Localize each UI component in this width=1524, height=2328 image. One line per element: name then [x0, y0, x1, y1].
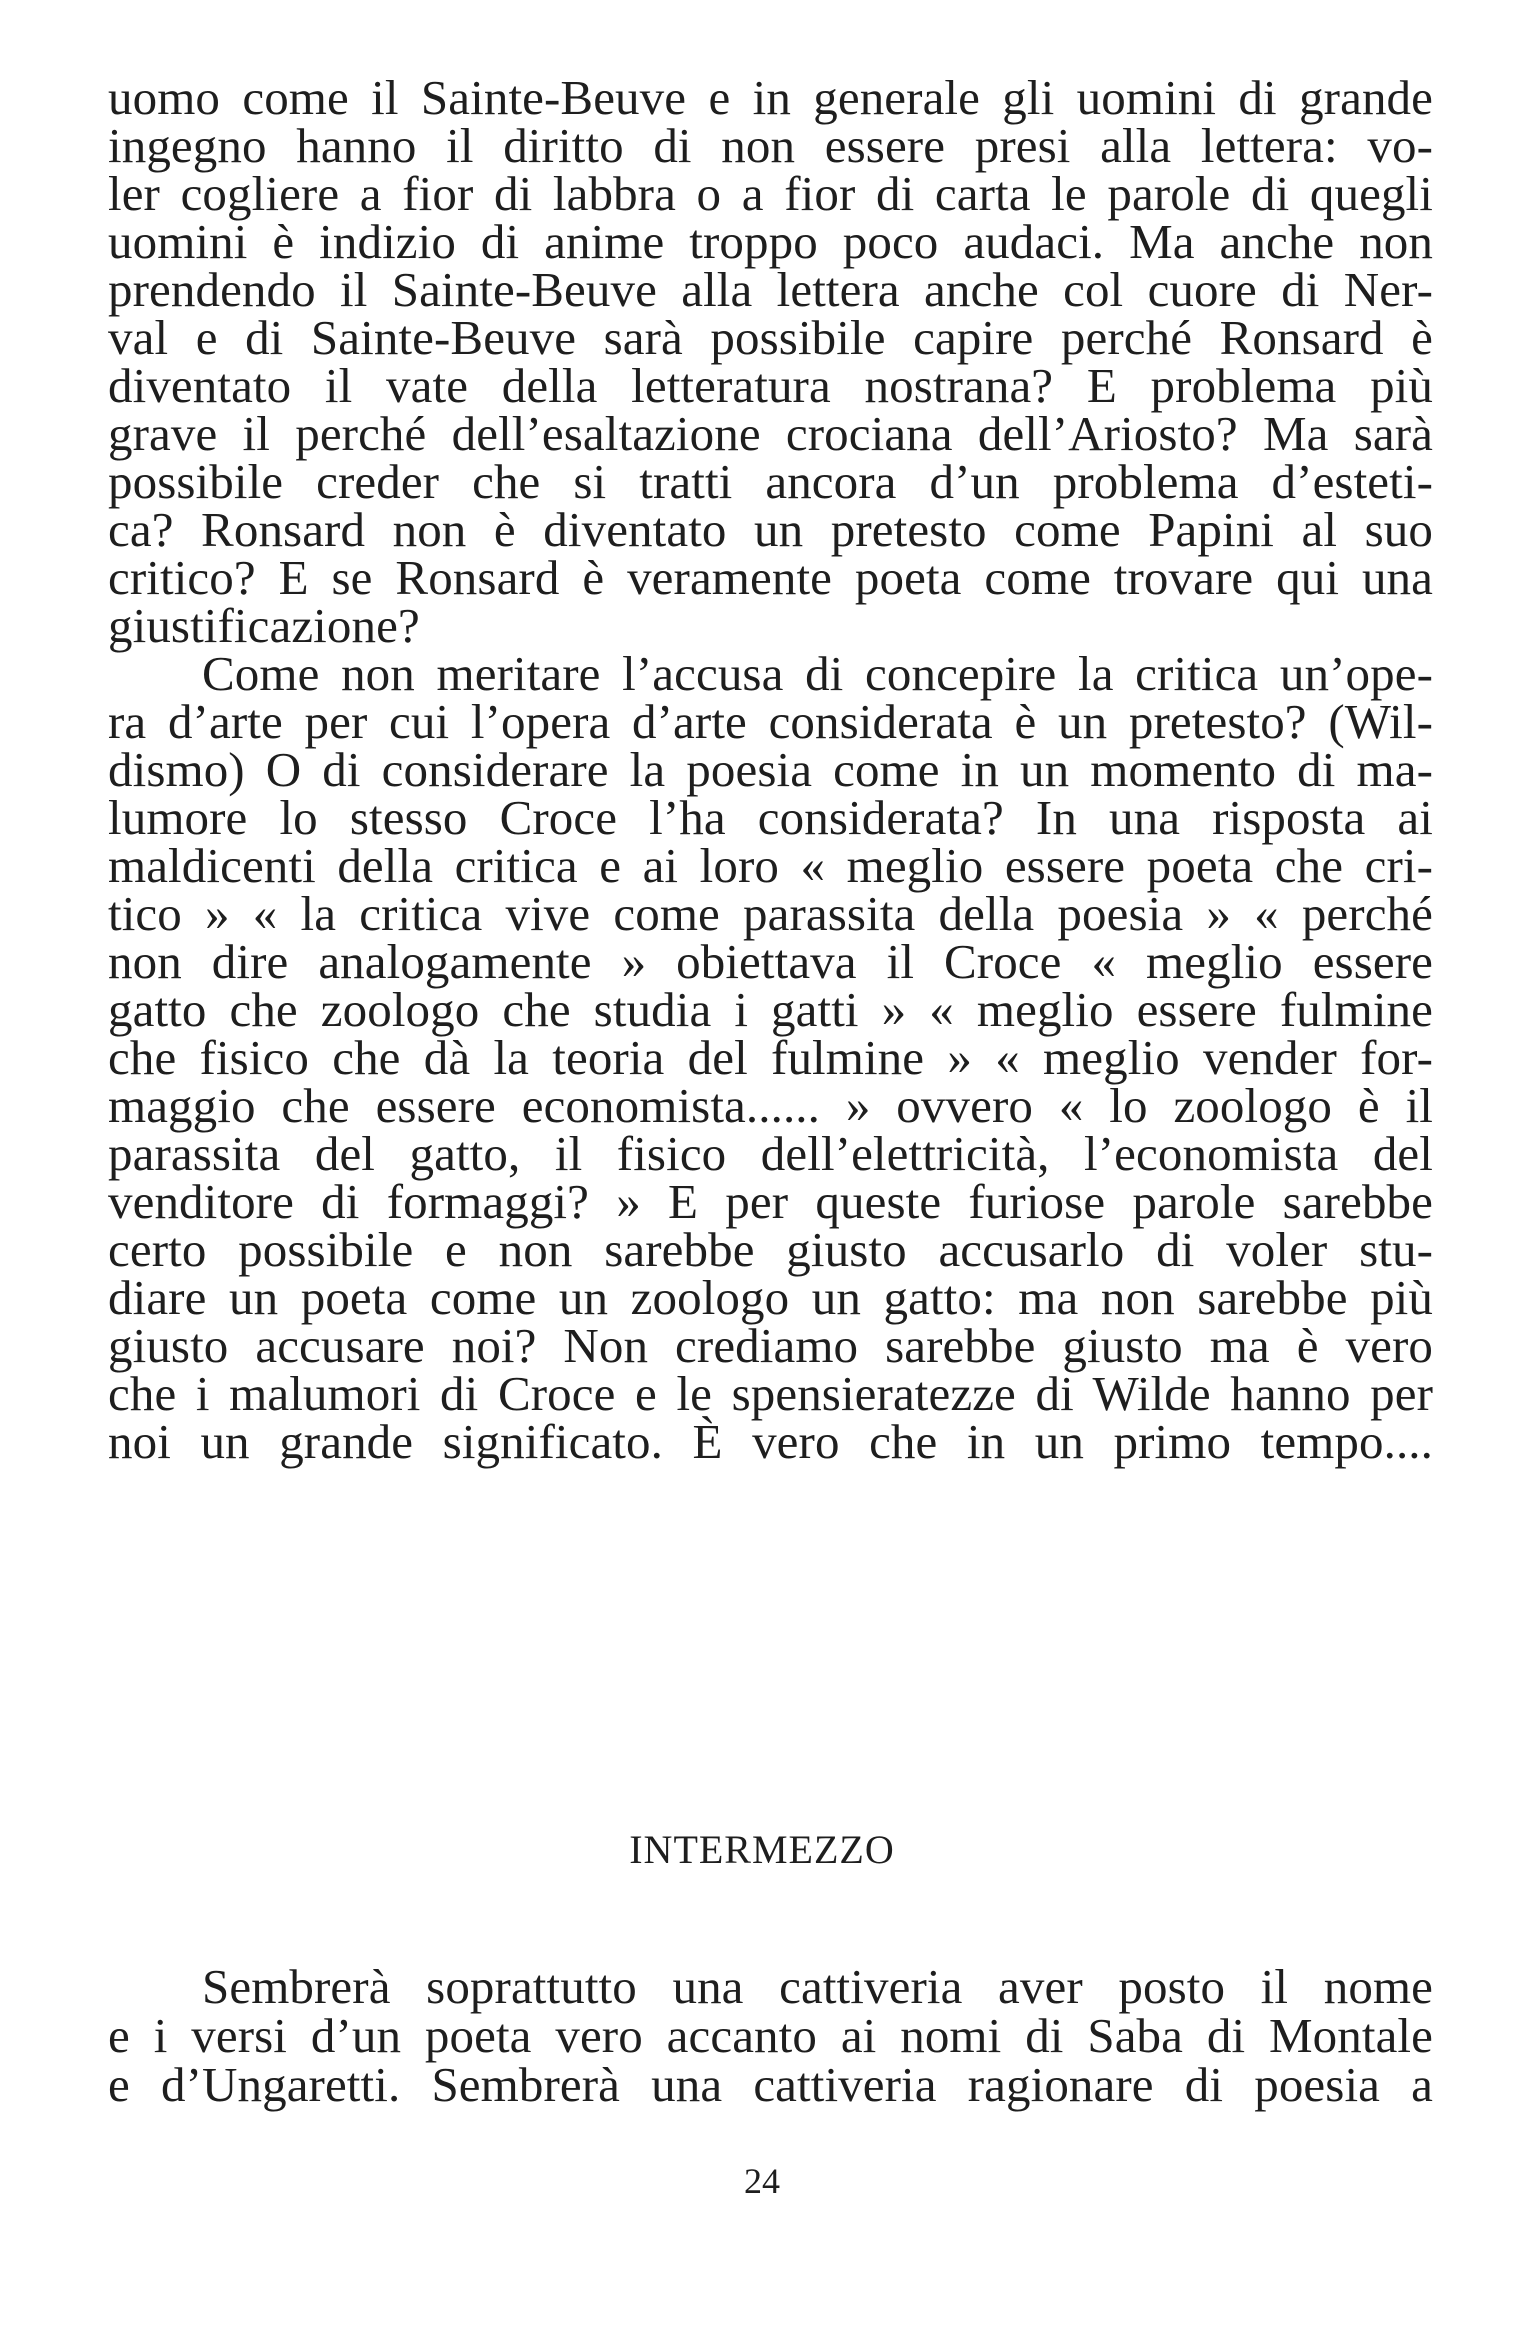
text-line: ca? Ronsard non è diventato un pretesto come Papini al suo [108, 502, 1433, 557]
text-line: ra d’arte per cui l’opera d’arte considerata è un pretesto? (Wil- [108, 694, 1433, 749]
text-line: ingegno hanno il diritto di non essere presi alla lettera: vo- [108, 118, 1433, 173]
text-line: certo possibile e non sarebbe giusto accusarlo di voler stu- [108, 1222, 1433, 1277]
text-line: lumore lo stesso Croce l’ha considerata? In una risposta ai [108, 790, 1433, 845]
text-line: che i malumori di Croce e le spensieratezze di Wilde hanno per [108, 1366, 1433, 1421]
text-line: tico » « la critica vive come parassita della poesia » « perché [108, 886, 1433, 941]
text-line: giusto accusare noi? Non crediamo sarebbe giusto ma è vero [108, 1318, 1433, 1373]
text-line: Sembrerà soprattutto una cattiveria aver posto il nome [202, 1959, 1433, 2014]
text-line: uomini è indizio di anime troppo poco audaci. Ma anche non [108, 214, 1433, 269]
text-line: noi un grande significato. È vero che in un primo tempo.... [108, 1414, 1433, 1469]
section-heading: INTERMEZZO [629, 1827, 895, 1872]
text-line: diare un poeta come un zoologo un gatto: ma non sarebbe più [108, 1270, 1433, 1325]
text-line: dismo) O di considerare la poesia come in un momento di ma- [108, 742, 1433, 797]
text-line: e d’Ungaretti. Sembrerà una cattiveria ragionare di poesia a [108, 2057, 1433, 2112]
text-line: ler cogliere a fior di labbra o a fior di carta le parole di quegli [108, 166, 1433, 221]
text-line: non dire analogamente » obiettava il Croce « meglio essere [108, 934, 1433, 989]
text-line: gatto che zoologo che studia i gatti » « meglio essere fulmine [108, 982, 1433, 1037]
text-line: che fisico che dà la teoria del fulmine » « meglio vender for- [108, 1030, 1433, 1085]
text-line: e i versi d’un poeta vero accanto ai nomi di Saba di Montale [108, 2008, 1433, 2063]
text-line: uomo come il Sainte-Beuve e in generale gli uomini di grande [108, 70, 1433, 125]
text-line: diventato il vate della letteratura nostrana? E problema più [108, 358, 1433, 413]
text-line: maldicenti della critica e ai loro « meglio essere poeta che cri- [108, 838, 1433, 893]
text-line: val e di Sainte-Beuve sarà possibile capire perché Ronsard è [108, 310, 1433, 365]
text-line: parassita del gatto, il fisico dell’elettricità, l’economista del [108, 1126, 1433, 1181]
text-line: venditore di formaggi? » E per queste furiose parole sarebbe [108, 1174, 1433, 1229]
text-line: giustificazione? [108, 598, 420, 653]
page-number: 24 [744, 2161, 780, 2201]
text-line: grave il perché dell’esaltazione crociana dell’Ariosto? Ma sarà [108, 406, 1433, 461]
text-line: prendendo il Sainte-Beuve alla lettera anche col cuore di Ner- [108, 262, 1433, 317]
text-line: possibile creder che si tratti ancora d’un problema d’esteti- [108, 454, 1433, 509]
text-line: critico? E se Ronsard è veramente poeta come trovare qui una [108, 550, 1433, 605]
text-line: maggio che essere economista...... » ovvero « lo zoologo è il [108, 1078, 1433, 1133]
text-line: Come non meritare l’accusa di concepire la critica un’ope- [202, 646, 1433, 701]
